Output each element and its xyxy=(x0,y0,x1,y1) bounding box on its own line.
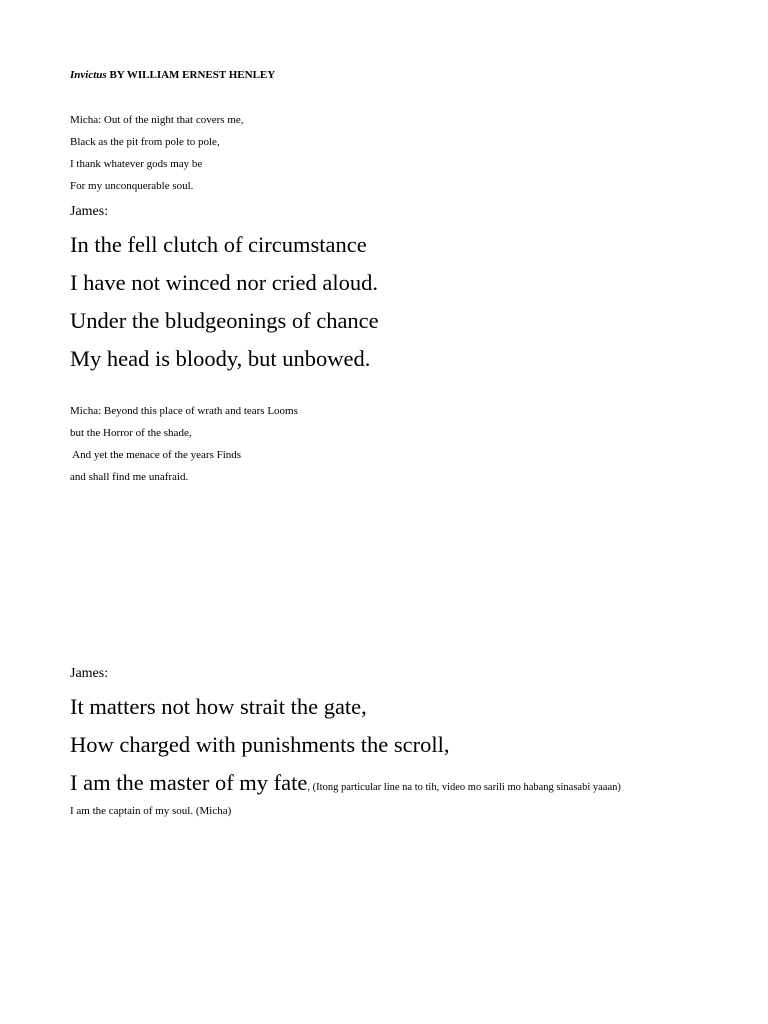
speaker-label: James: xyxy=(70,666,109,681)
stanza3-line: Micha: Beyond this place of wrath and tears Looms xyxy=(70,405,298,417)
stanza4-line: I am the master of my fate xyxy=(70,770,308,795)
stanza4-line-with-note xyxy=(70,772,621,795)
stanza1-line: Black as the pit from pole to pole, xyxy=(70,136,220,148)
document-title xyxy=(70,70,275,81)
stanza4-line: How charged with punishments the scroll, xyxy=(70,732,450,757)
stanza2-line: My head is bloody, but unbowed. xyxy=(70,346,371,371)
stanza3-line: but the Horror of the shade, xyxy=(70,427,192,439)
stanza1-line: I thank whatever gods may be xyxy=(70,158,203,170)
stanza2-line: Under the bludgeonings of chance xyxy=(70,308,379,333)
stanza3-line: and shall find me unafraid. xyxy=(70,471,189,483)
stanza2-line: In the fell clutch of circumstance xyxy=(70,232,367,257)
title-italic: Invictus xyxy=(70,69,107,81)
stanza1-line: Micha: Out of the night that covers me, xyxy=(70,114,244,126)
stanza2-line: I have not winced nor cried aloud. xyxy=(70,270,379,295)
speaker-label: James: xyxy=(70,204,109,219)
stanza1-line: For my unconquerable soul. xyxy=(70,180,194,192)
stanza4-line: It matters not how strait the gate, xyxy=(70,694,367,719)
stage-note: , (Itong particular line na to tih, video mo sarili mo habang sinasabi yaaan) xyxy=(307,782,621,793)
stanza3-line: And yet the menace of the years Finds xyxy=(70,449,242,461)
closing-line: I am the captain of my soul. (Micha) xyxy=(70,805,232,817)
title-author: BY WILLIAM ERNEST HENLEY xyxy=(106,69,276,81)
